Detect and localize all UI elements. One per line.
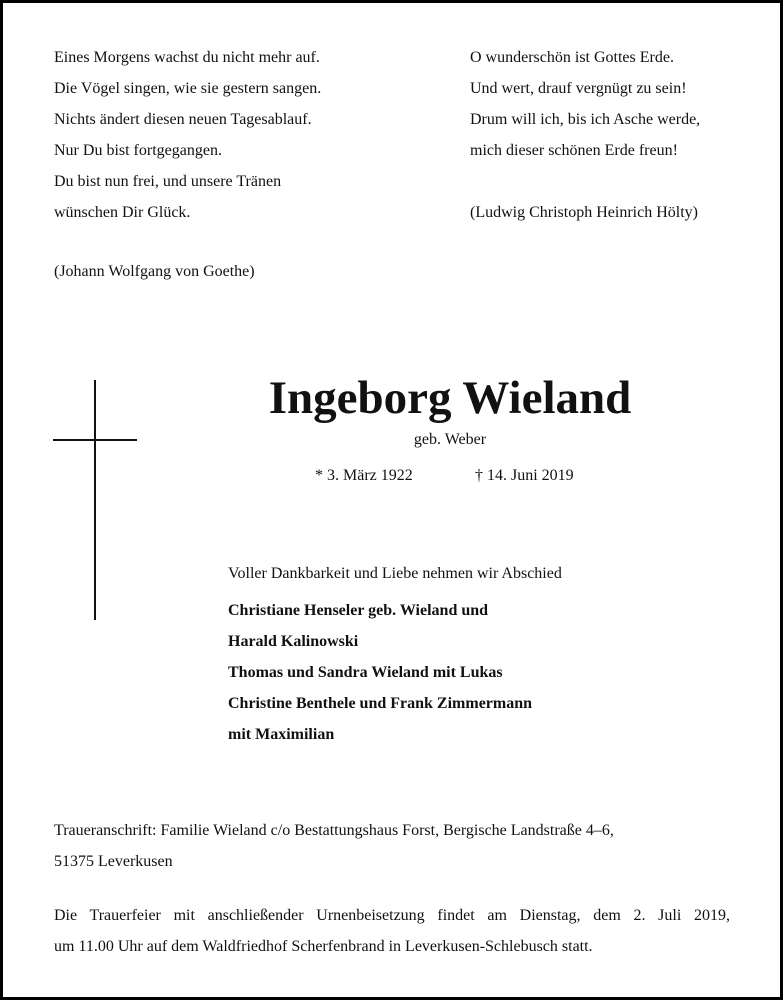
ceremony-line: um 11.00 Uhr auf dem Waldfriedhof Scherfenbrand in Leverkusen-Schlebusch statt. xyxy=(54,938,593,955)
mourner-line: Christine Benthele und Frank Zimmermann xyxy=(228,695,533,712)
poem-right-line: mich dieser schönen Erde freun! xyxy=(470,142,678,159)
poem-right-line: O wunderschön ist Gottes Erde. xyxy=(470,49,674,66)
poem-left-line: Eines Morgens wachst du nicht mehr auf. xyxy=(54,49,320,66)
mourners-list xyxy=(228,595,532,750)
poem-left-line: Die Vögel singen, wie sie gestern sangen. xyxy=(54,80,322,97)
mourning-address xyxy=(54,815,614,877)
deceased-name: Ingeborg Wieland xyxy=(268,372,632,424)
poem-left xyxy=(54,42,321,228)
poem-left-line: wünschen Dir Glück. xyxy=(54,204,191,221)
poem-left-line: Nichts ändert diesen neuen Tagesablauf. xyxy=(54,111,312,128)
poem-right-line: Drum will ich, bis ich Asche werde, xyxy=(470,111,701,128)
mourner-line: Thomas und Sandra Wieland mit Lukas xyxy=(228,664,503,681)
address-line: Traueranschrift: Familie Wieland c/o Bestattungshaus Forst, Bergische Landstraße 4–6, xyxy=(54,822,614,839)
poem-right xyxy=(470,42,700,228)
birth-date: * 3. März 1922 xyxy=(315,467,413,484)
mourner-line: Harald Kalinowski xyxy=(228,633,359,650)
ceremony-info xyxy=(54,900,730,962)
address-line: 51375 Leverkusen xyxy=(54,853,173,870)
ceremony-line: Die Trauerfeier mit anschließender Urnenbeisetzung findet am Dienstag, dem 2. Juli 2019, xyxy=(54,907,730,924)
poem-right-gap xyxy=(470,166,700,197)
mourner-line: Christiane Henseler geb. Wieland und xyxy=(228,602,489,619)
poem-right-line: Und wert, drauf vergnügt zu sein! xyxy=(470,80,687,97)
born-name: geb. Weber xyxy=(413,431,487,448)
cross-icon-vertical xyxy=(94,380,96,620)
poem-left-author: (Johann Wolfgang von Goethe) xyxy=(54,263,255,280)
farewell-text: Voller Dankbarkeit und Liebe nehmen wir Abschied xyxy=(228,565,562,582)
poem-left-line: Du bist nun frei, und unsere Tränen xyxy=(54,173,282,190)
mourner-line: mit Maximilian xyxy=(228,726,335,743)
cross-icon-horizontal xyxy=(53,439,137,441)
poem-right-author: (Ludwig Christoph Heinrich Hölty) xyxy=(470,204,698,221)
death-date: † 14. Juni 2019 xyxy=(475,467,574,484)
poem-left-line: Nur Du bist fortgegangen. xyxy=(54,142,222,159)
